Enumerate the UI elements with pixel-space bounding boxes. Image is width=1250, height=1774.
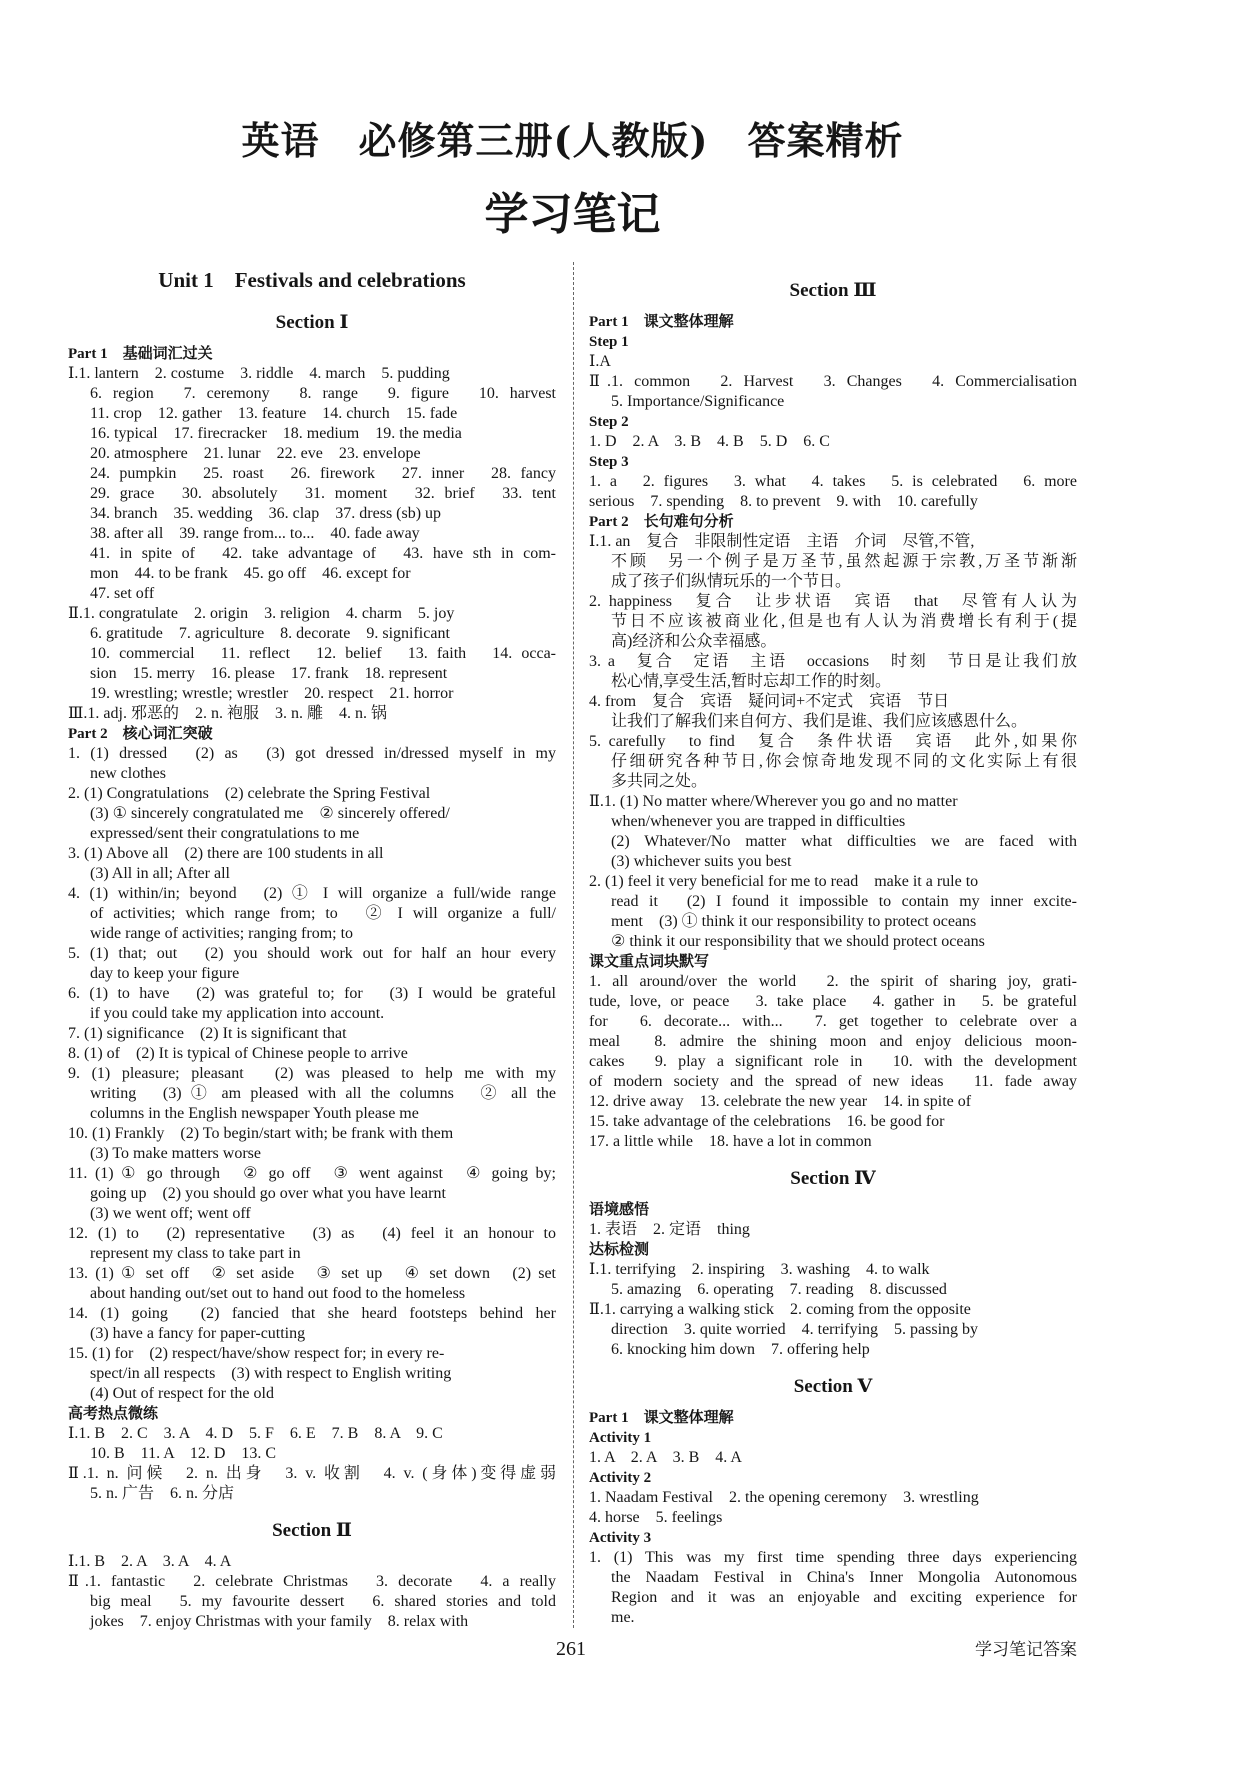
part-label: Step 2 bbox=[589, 414, 629, 430]
answer-line: new clothes bbox=[90, 765, 166, 782]
column-divider bbox=[573, 262, 574, 1628]
answer-line: (4) Out of respect for the old bbox=[90, 1385, 274, 1402]
answer-line: 4. (1) within/in; beyond (2) ① I will organize a full/wide range bbox=[68, 885, 556, 902]
answer-line: going up (2) you should go over what you have learnt bbox=[90, 1185, 446, 1202]
answer-line: ② think it our responsibility that we should protect oceans bbox=[611, 933, 985, 950]
answer-line: of modern society and the spread of new ideas 11. fade away bbox=[589, 1073, 1077, 1090]
answer-line: 不顾 另一个例子是万圣节,虽然起源于宗教,万圣节渐渐 bbox=[611, 553, 1077, 570]
answer-line: big meal 5. my favourite dessert 6. shared stories and told bbox=[90, 1593, 556, 1610]
answer-line: Ⅲ.1. adj. 邪恶的 2. n. 袍服 3. n. 雕 4. n. 锅 bbox=[68, 705, 387, 722]
part-label: Part 1 课文整体理解 bbox=[589, 1410, 734, 1426]
answer-line: represent my class to take part in bbox=[90, 1245, 301, 1262]
answer-item bbox=[589, 652, 1077, 692]
answer-run bbox=[589, 1488, 1077, 1528]
right-column bbox=[589, 264, 1077, 1628]
answer-item bbox=[68, 884, 556, 944]
answer-line: Ⅰ.1. B 2. C 3. A 4. D 5. F 6. E 7. B 8. A 9. C bbox=[68, 1425, 443, 1442]
section-heading: Section Ⅴ bbox=[793, 1376, 873, 1397]
answer-line: 6. (1) to have (2) was grateful to; for (3) I would be grateful bbox=[68, 985, 556, 1002]
answer-line: 24. pumpkin 25. roast 26. firework 27. inner 28. fancy bbox=[90, 465, 556, 482]
page-number: 261 bbox=[556, 1638, 586, 1660]
left-column bbox=[68, 264, 556, 1632]
answer-line: 10. (1) Frankly (2) To begin/start with; be frank with them bbox=[68, 1125, 454, 1142]
answer-line: 1. A 2. A 3. B 4. A bbox=[589, 1449, 742, 1466]
answer-line: expressed/sent their congratulations to me bbox=[90, 825, 360, 842]
answer-line: cakes 9. play a significant role in 10. with the development bbox=[589, 1053, 1077, 1070]
answer-line: 47. set off bbox=[90, 585, 155, 602]
answer-line: 8. (1) of (2) It is typical of Chinese people to arrive bbox=[68, 1045, 408, 1062]
answer-line: (3) To make matters worse bbox=[90, 1145, 261, 1162]
unit-title: Unit 1 Festivals and celebrations bbox=[158, 268, 466, 292]
answer-line: 29. grace 30. absolutely 31. moment 32. brief 33. tent bbox=[90, 485, 556, 502]
answer-line: 14. (1) going (2) fancied that she heard footsteps behind her bbox=[68, 1305, 556, 1322]
answer-line: 11. crop 12. gather 13. feature 14. church 15. fade bbox=[90, 405, 458, 422]
answer-item bbox=[589, 692, 1077, 732]
answer-line: 2. (1) feel it very beneficial for me to read make it a rule to bbox=[589, 873, 979, 890]
section-heading: Section Ⅲ bbox=[789, 280, 877, 301]
answer-line: 6. region 7. ceremony 8. range 9. figure 10. harvest bbox=[90, 385, 556, 402]
answer-line: 3. (1) Above all (2) there are 100 students in all bbox=[68, 845, 384, 862]
answer-line: (3) have a fancy for paper-cutting bbox=[90, 1325, 306, 1342]
answer-line: 成了孩子们纵情玩乐的一个节日。 bbox=[611, 573, 852, 590]
answer-line: 6. knocking him down 7. offering help bbox=[611, 1341, 870, 1358]
answer-item bbox=[68, 604, 556, 704]
answer-line: 10. B 11. A 12. D 13. C bbox=[90, 1445, 277, 1462]
answer-line: 16. typical 17. firecracker 18. medium 19. the media bbox=[90, 425, 462, 442]
answer-line: 11. (1) ① go through ② go off ③ went against ④ going by; bbox=[68, 1165, 556, 1182]
page-subtitle: 学习笔记 bbox=[484, 189, 661, 240]
answer-item bbox=[589, 532, 1077, 592]
answer-line: 20. atmosphere 21. lunar 22. eve 23. envelope bbox=[90, 445, 421, 462]
answer-line: when/whenever you are trapped in difficulties bbox=[611, 813, 906, 830]
answer-item bbox=[68, 984, 556, 1024]
answer-item bbox=[68, 1304, 556, 1344]
answer-line: direction 3. quite worried 4. terrifying 5. passing by bbox=[611, 1321, 979, 1338]
answer-line: 5. n. 广告 6. n. 分店 bbox=[90, 1485, 235, 1502]
answer-item bbox=[68, 784, 556, 844]
part-label: 课文重点词块默写 bbox=[589, 954, 710, 970]
answer-run bbox=[589, 472, 1077, 512]
answer-line: 5. carefully to find 复合 条件状语 宾语 此外,如果你 bbox=[589, 733, 1077, 750]
answer-line: (3) we went off; went off bbox=[90, 1205, 251, 1222]
part-label: Part 1 课文整体理解 bbox=[589, 314, 734, 330]
answer-item bbox=[589, 1220, 1077, 1240]
answer-line: 节日不应该被商业化,但是也有人认为消费增长有利于(提 bbox=[611, 613, 1077, 630]
answer-item bbox=[68, 1044, 556, 1064]
answer-line: 15. take advantage of the celebrations 16. be good for bbox=[589, 1113, 945, 1130]
answer-item bbox=[68, 944, 556, 984]
answer-item bbox=[589, 352, 1077, 372]
answer-line: of activities; which range from; to ② I will organize a full/ bbox=[90, 905, 556, 922]
answer-line: 1. 表语 2. 定语 thing bbox=[589, 1221, 750, 1238]
answer-line: 2. (1) Congratulations (2) celebrate the Spring Festival bbox=[68, 785, 431, 802]
answer-line: 5. (1) that; out (2) you should work out for half an hour every bbox=[68, 945, 556, 962]
part-label: Activity 1 bbox=[589, 1430, 652, 1446]
answer-line: (2) Whatever/No matter what difficulties we are faced with bbox=[611, 833, 1077, 850]
answer-line: 1. a 2. figures 3. what 4. takes 5. is celebrated 6. more bbox=[589, 473, 1077, 490]
answer-line: 10. commercial 11. reflect 12. belief 13. faith 14. occa- bbox=[90, 645, 556, 662]
answer-line: Ⅱ.1. congratulate 2. origin 3. religion 4. charm 5. joy bbox=[68, 605, 455, 622]
answer-item bbox=[589, 1260, 1077, 1300]
answer-item bbox=[68, 1264, 556, 1304]
answer-line: 1. (1) This was my first time spending three days experiencing bbox=[589, 1549, 1077, 1566]
answer-line: Ⅰ.1. an 复合 非限制性定语 主语 介词 尽管,不管, bbox=[589, 533, 975, 550]
answer-line: 松心情,享受生活,暂时忘却工作的时刻。 bbox=[611, 673, 892, 690]
answer-line: 5. Importance/Significance bbox=[611, 393, 785, 410]
answer-item bbox=[68, 1024, 556, 1044]
answer-line: about handing out/set out to hand out food to the homeless bbox=[90, 1285, 466, 1302]
answer-item bbox=[589, 1548, 1077, 1628]
answer-run bbox=[589, 972, 1077, 1152]
part-label: 达标检测 bbox=[589, 1242, 650, 1258]
section-heading: Section Ⅳ bbox=[790, 1168, 876, 1189]
answer-item bbox=[68, 1064, 556, 1124]
answer-line: for 6. decorate... with... 7. get together to celebrate over a bbox=[589, 1013, 1077, 1030]
answer-line: 38. after all 39. range from... to... 40. fade away bbox=[90, 525, 420, 542]
answer-line: ment (3) ① think it our responsibility to protect oceans bbox=[611, 913, 977, 930]
answer-line: Ⅱ.1. carrying a walking stick 2. coming from the opposite bbox=[589, 1301, 971, 1318]
part-label: Activity 3 bbox=[589, 1530, 652, 1546]
answer-line: (3) ① sincerely congratulated me ② sincerely offered/ bbox=[90, 805, 450, 822]
part-label: Part 1 基础词汇过关 bbox=[68, 346, 213, 362]
answer-item bbox=[68, 704, 556, 724]
answer-line: 2. happiness 复合 让步状语 宾语 that 尽管有人认为 bbox=[589, 593, 1077, 610]
answer-line: if you could take my application into account. bbox=[90, 1005, 385, 1022]
answer-item bbox=[68, 1164, 556, 1224]
section-heading: Section Ⅰ bbox=[275, 312, 349, 333]
answer-line: 17. a little while 18. have a lot in common bbox=[589, 1133, 872, 1150]
answer-line: tude, love, or peace 3. take place 4. gather in 5. be grateful bbox=[589, 993, 1077, 1010]
answer-line: 仔细研究各种节日,你会惊奇地发现不同的文化实际上有很 bbox=[611, 753, 1077, 770]
answer-item bbox=[68, 844, 556, 884]
answer-item bbox=[68, 1424, 556, 1464]
answer-line: 1. D 2. A 3. B 4. B 5. D 6. C bbox=[589, 433, 830, 450]
answer-line: 7. (1) significance (2) It is significant that bbox=[68, 1025, 347, 1042]
answer-line: 5. amazing 6. operating 7. reading 8. discussed bbox=[611, 1281, 947, 1298]
answer-line: 13. (1) ① set off ② set aside ③ set up ④ set down (2) set bbox=[68, 1265, 556, 1282]
answer-line: Ⅰ.A bbox=[589, 353, 611, 370]
part-label: Part 2 长句难句分析 bbox=[589, 514, 734, 530]
answer-line: the Naadam Festival in China's Inner Mongolia Autonomous bbox=[611, 1569, 1077, 1586]
answer-line: me. bbox=[611, 1609, 635, 1626]
answer-line: 多共同之处。 bbox=[611, 773, 708, 790]
answer-item bbox=[68, 1224, 556, 1264]
part-label: Part 2 核心词汇突破 bbox=[68, 726, 213, 742]
answer-item bbox=[68, 1552, 556, 1572]
answer-line: 1. all around/over the world 2. the spirit of sharing joy, grati- bbox=[589, 973, 1077, 990]
answer-line: Ⅱ.1. common 2. Harvest 3. Changes 4. Commercialisation bbox=[589, 373, 1077, 390]
answer-item bbox=[589, 1448, 1077, 1468]
answer-line: read it (2) I found it impossible to contain my inner excite- bbox=[611, 893, 1077, 910]
answer-line: (3) All in all; After all bbox=[90, 865, 230, 882]
answer-line: 19. wrestling; wrestle; wrestler 20. respect 21. horror bbox=[90, 685, 454, 702]
answer-line: 3. a 复合 定语 主语 occasions 时刻 节日是让我们放 bbox=[589, 653, 1077, 670]
answer-item bbox=[589, 1300, 1077, 1360]
answer-line: Ⅰ.1. lantern 2. costume 3. riddle 4. march 5. pudding bbox=[68, 365, 450, 382]
answer-line: 4. horse 5. feelings bbox=[589, 1509, 723, 1526]
answer-line: Ⅱ.1. fantastic 2. celebrate Christmas 3. decorate 4. a really bbox=[68, 1573, 556, 1590]
part-label: Step 1 bbox=[589, 334, 629, 350]
answer-line: Ⅰ.1. B 2. A 3. A 4. A bbox=[68, 1553, 232, 1570]
answer-line: 12. drive away 13. celebrate the new year 14. in spite of bbox=[589, 1093, 972, 1110]
part-label: Activity 2 bbox=[589, 1470, 652, 1486]
section-heading: Section Ⅱ bbox=[272, 1520, 352, 1541]
part-label: 语境感悟 bbox=[589, 1202, 650, 1218]
answer-line: Ⅰ.1. terrifying 2. inspiring 3. washing 4. to walk bbox=[589, 1261, 930, 1278]
answer-line: 让我们了解我们来自何方、我们是谁、我们应该感恩什么。 bbox=[611, 713, 1028, 730]
answer-item bbox=[589, 592, 1077, 652]
answer-item bbox=[589, 432, 1077, 452]
answer-line: day to keep your figure bbox=[90, 965, 240, 982]
answer-item bbox=[68, 1572, 556, 1632]
answer-line: wide range of activities; ranging from; to bbox=[90, 925, 354, 942]
answer-line: sion 15. merry 16. please 17. frank 18. represent bbox=[90, 665, 448, 682]
answer-item bbox=[589, 732, 1077, 792]
answer-line: spect/in all respects (3) with respect to English writing bbox=[90, 1365, 452, 1382]
answer-line: 41. in spite of 42. take advantage of 43. have sth in com- bbox=[90, 545, 556, 562]
answer-line: jokes 7. enjoy Christmas with your family 8. relax with bbox=[90, 1613, 469, 1630]
answer-line: 高)经济和公众幸福感。 bbox=[611, 633, 777, 650]
answer-line: mon 44. to be frank 45. go off 46. except for bbox=[90, 565, 411, 582]
footer-label: 学习笔记答案 bbox=[975, 1640, 1077, 1659]
answer-line: 12. (1) to (2) representative (3) as (4) feel it an honour to bbox=[68, 1225, 556, 1242]
answer-line: 1. (1) dressed (2) as (3) got dressed in/dressed myself in my bbox=[68, 745, 556, 762]
answer-item bbox=[68, 1124, 556, 1164]
answer-item bbox=[589, 792, 1077, 872]
answer-line: Ⅱ.1. n. 问候 2. n. 出身 3. v. 收割 4. v. (身体)变得虚弱 bbox=[68, 1465, 556, 1482]
answer-line: Ⅱ.1. (1) No matter where/Wherever you go and no matter bbox=[589, 793, 958, 810]
answer-line: 1. Naadam Festival 2. the opening ceremony 3. wrestling bbox=[589, 1489, 979, 1506]
answer-item bbox=[68, 744, 556, 784]
answer-line: columns in the English newspaper Youth please me bbox=[90, 1105, 419, 1122]
part-label: Step 3 bbox=[589, 454, 629, 470]
answer-item bbox=[68, 1344, 556, 1404]
part-label: 高考热点微练 bbox=[68, 1406, 159, 1422]
answer-item bbox=[68, 1464, 556, 1504]
answer-line: 9. (1) pleasure; pleasant (2) was pleased to help me with my bbox=[68, 1065, 556, 1082]
answer-line: meal 8. admire the shining moon and enjoy delicious moon- bbox=[589, 1033, 1077, 1050]
answer-line: Region and it was an enjoyable and exciting experience for bbox=[611, 1589, 1077, 1606]
answer-item bbox=[589, 872, 1077, 952]
answer-line: 34. branch 35. wedding 36. clap 37. dress (sb) up bbox=[90, 505, 442, 522]
answer-line: serious 7. spending 8. to prevent 9. with 10. carefully bbox=[589, 493, 978, 510]
answer-line: 6. gratitude 7. agriculture 8. decorate 9. significant bbox=[90, 625, 450, 642]
answer-line: 4. from 复合 宾语 疑问词+不定式 宾语 节日 bbox=[589, 693, 950, 710]
answer-line: (3) whichever suits you best bbox=[611, 853, 792, 870]
answer-line: 15. (1) for (2) respect/have/show respect for; in every re- bbox=[68, 1345, 445, 1362]
page-title: 英语 必修第三册(人教版) 答案精析 bbox=[241, 118, 904, 163]
answer-item bbox=[589, 372, 1077, 412]
answer-line: writing (3) ① am pleased with all the columns ② all the bbox=[90, 1085, 556, 1102]
answer-item bbox=[68, 364, 556, 604]
